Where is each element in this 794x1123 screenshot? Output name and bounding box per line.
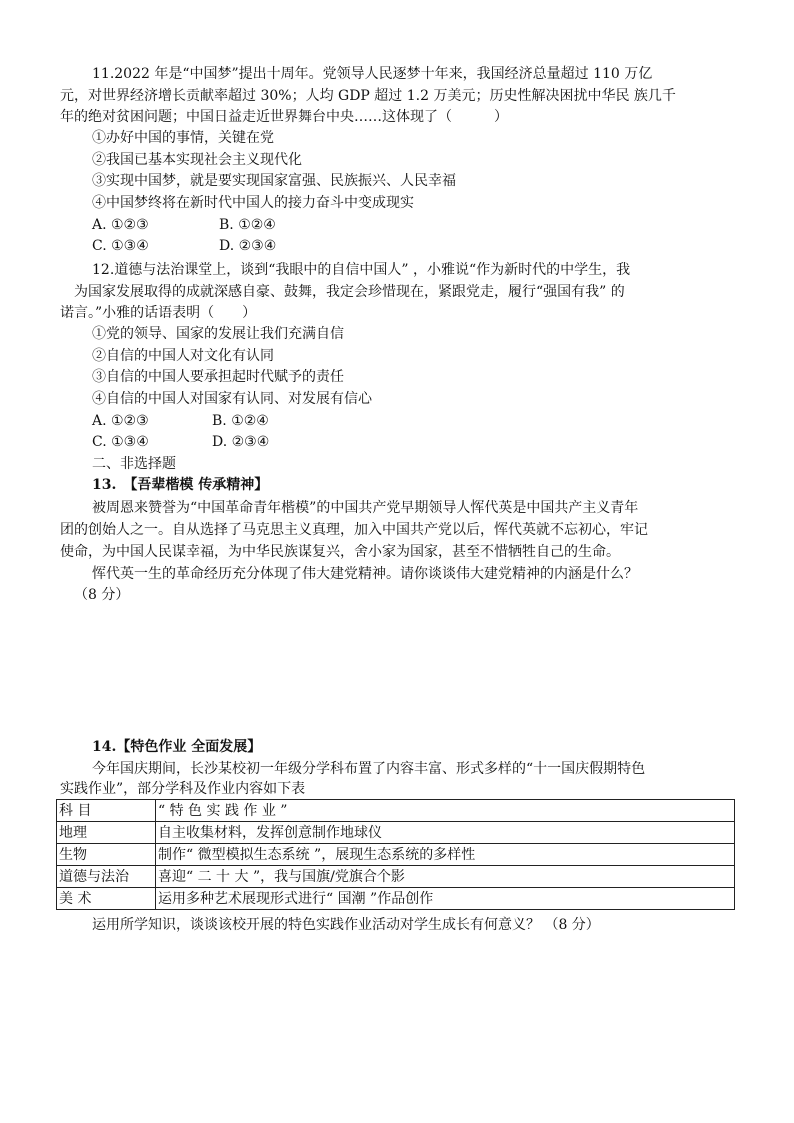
table-header-subject: 科 目	[57, 800, 156, 822]
table-header-assignment: “ 特 色 实 践 作 业 ”	[156, 800, 735, 822]
q11-stem-line3: 年的绝对贫困问题；中国日益走近世界舞台中央……这体现了（ ）	[60, 109, 508, 125]
assignment-table	[56, 799, 735, 910]
table-cell-subject: 地理	[57, 822, 156, 844]
table-cell-subject: 美 术	[57, 888, 156, 910]
q12-stem-line2: 为国家发展取得的成就深感自豪、鼓舞，我定会珍惜现在，紧跟党走，履行“强国有我” 的	[74, 284, 625, 300]
table-cell-subject: 生物	[57, 844, 156, 866]
q11-option-3: ③实现中国梦，就是要实现国家富强、民族振兴、人民幸福	[92, 173, 456, 189]
q13-para1-line3: 使命，为中国人民谋幸福，为中华民族谋复兴，舍小家为国家，甚至不惜牺牲自己的生命。	[60, 544, 620, 560]
table-cell-assignment: 运用多种艺术展现形式进行“ 国潮 ”作品创作	[156, 888, 735, 910]
q13-question: 恽代英一生的革命经历充分体现了伟大建党精神。请你谈谈伟大建党精神的内涵是什么？	[92, 566, 638, 582]
q13-score: （8 分）	[74, 587, 130, 603]
q11-option-1: ①办好中国的事情，关键在党	[92, 130, 274, 146]
table-row	[57, 844, 735, 866]
q14-question: 运用所学知识，谈谈该校开展的特色实践作业活动对学生成长有何意义？ （8 分）	[92, 917, 600, 933]
q11-option-2: ②我国已基本实现社会主义现代化	[92, 152, 302, 168]
q11-stem-line2: 元，对世界经济增长贡献率超过 30%；人均 GDP 超过 1.2 万美元；历史性解决困扰中华民 族几千	[60, 88, 676, 104]
q12-option-4: ④自信的中国人对国家有认同、对发展有信心	[92, 391, 372, 407]
q14-heading: 14.【特色作业 全面发展】	[92, 739, 262, 755]
q13-para1-line2: 团的创始人之一。自从选择了马克思主义真理，加入中国共产党以后，恽代英就不忘初心，牢记	[60, 522, 648, 538]
q12-option-1: ①党的领导、国家的发展让我们充满自信	[92, 326, 344, 342]
section-heading: 二、非选择题	[92, 456, 176, 472]
table-row	[57, 888, 735, 910]
q12-choice-c: C. ①③④	[92, 434, 149, 450]
table-cell-assignment: 喜迎“ 二 十 大 ”，我与国旗/党旗合个影	[156, 866, 735, 888]
q14-para1-line2: 实践作业”，部分学科及作业内容如下表	[60, 781, 306, 797]
q12-choice-a: A. ①②③	[92, 413, 149, 429]
q12-choice-b: B. ①②④	[212, 413, 269, 429]
q12-choice-d: D. ②③④	[212, 434, 270, 450]
q11-choice-b: B. ①②④	[219, 217, 276, 233]
table-row	[57, 866, 735, 888]
q11-choice-c: C. ①③④	[92, 238, 149, 254]
q11-stem-line1: 11.2022 年是“中国梦”提出十周年。党领导人民逐梦十年来，我国经济总量超过 110 万亿	[92, 66, 653, 82]
table-row	[57, 822, 735, 844]
q11-choice-d: D. ②③④	[219, 238, 277, 254]
q12-option-2: ②自信的中国人对文化有认同	[92, 348, 274, 364]
q13-heading: 13. 【吾辈楷模 传承精神】	[92, 477, 269, 493]
q11-option-4: ④中国梦终将在新时代中国人的接力奋斗中变成现实	[92, 195, 414, 211]
q12-stem-line1: 12.道德与法治课堂上，谈到“我眼中的自信中国人” ，小雅说“作为新时代的中学生，我	[92, 262, 631, 278]
table-cell-subject: 道德与法治	[57, 866, 156, 888]
table-cell-assignment: 自主收集材料，发挥创意制作地球仪	[156, 822, 735, 844]
q12-stem-line3: 诺言。”小雅的话语表明（ ）	[60, 305, 257, 321]
table-cell-assignment: 制作“ 微型模拟生态系统 ”，展现生态系统的多样性	[156, 844, 735, 866]
q13-para1-line1: 被周恩来赞誉为“中国革命青年楷模”的中国共产党早期领导人恽代英是中国共产主义青年	[92, 500, 639, 516]
q11-choice-a: A. ①②③	[92, 217, 149, 233]
q12-option-3: ③自信的中国人要承担起时代赋予的责任	[92, 369, 344, 385]
table-header-row	[57, 800, 735, 822]
q14-para1-line1: 今年国庆期间，长沙某校初一年级分学科布置了内容丰富、形式多样的“十一国庆假期特色	[92, 761, 646, 777]
